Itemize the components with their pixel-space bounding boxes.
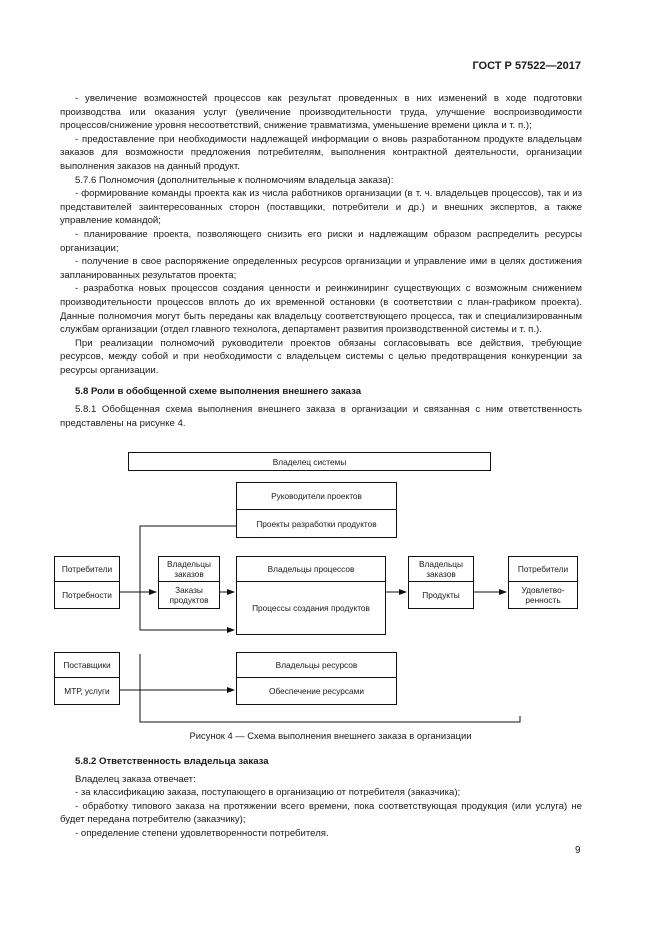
process-owners-label: Владельцы процессов bbox=[267, 564, 355, 574]
consumers-right-box bbox=[508, 556, 578, 609]
order-owners-left-label: Владельцы заказов bbox=[166, 559, 212, 579]
paragraph: При реализации полномочий руководители проектов обязаны согласовывать все действия, требующие ресурсов, между собой и при необходимости с владельцем системы с целью предотвращения конкуренции за ресурсы организации. bbox=[60, 337, 582, 376]
order-owners-left-box bbox=[158, 556, 220, 609]
suppliers-box bbox=[54, 652, 120, 705]
order-owners-right-label: Владельцы заказов bbox=[418, 559, 464, 579]
paragraph: - формирование команды проекта как из числа работников организации (в т. ч. владельцев процессов), так и из представителей заинтересованных сторон (поставщики, потребители и др.) и внешних экспертов, а также управление командой; bbox=[60, 188, 582, 227]
list-item: - определение степени удовлетворенности потребителя. bbox=[75, 827, 329, 839]
consumers-left-box bbox=[54, 556, 120, 609]
process-owners-box bbox=[236, 556, 386, 635]
products-label: Продукты bbox=[409, 581, 473, 608]
supplies-label: МТР, услуги bbox=[55, 677, 119, 704]
project-managers-label: Руководители проектов bbox=[271, 491, 362, 501]
order-owners-right-box bbox=[408, 556, 474, 609]
paragraph: - увеличение возможностей процессов как результат проведенных в них изменений в ходе подготовки производства или оказания услуг (увеличение производительности труда, улучшение воспроизводимости процессов/снижение уровня несоответствий, снижение травматизма, уменьшение времени цикла и т. п.); bbox=[60, 93, 582, 132]
paragraph: - предоставление при необходимости надлежащей информации о вновь разработанном продукте владельцам заказов для возможности предложения потребителям, выполнения контрактной деятельности, организации выполнения заказов на данный продукт. bbox=[60, 133, 582, 172]
consumers-right-label: Потребители bbox=[517, 564, 569, 574]
document-id: ГОСТ Р 57522—2017 bbox=[472, 60, 581, 72]
value-processes-label: Процессы создания продуктов bbox=[237, 581, 385, 634]
paragraph: Владелец заказа отвечает: bbox=[75, 773, 196, 785]
project-managers-box bbox=[236, 482, 397, 538]
paragraph: 5.7.6 Полномочия (дополнительные к полномочиям владельца заказа): bbox=[75, 174, 394, 186]
resource-owners-box bbox=[236, 652, 397, 705]
paragraph: 5.8.1 Обобщенная схема выполнения внешнего заказа в организации и связанная с ним ответственность представлены на рисунке 4. bbox=[60, 404, 582, 429]
section-heading: 5.8.2 Ответственность владельца заказа bbox=[75, 756, 269, 767]
list-item: - за классификацию заказа, поступающего в организацию от потребителя (заказчика); bbox=[75, 787, 461, 799]
paragraph: - получение в свое распоряжение определенных ресурсов организации и управление ими в целях достижения запланированных результатов проекта; bbox=[60, 256, 582, 281]
product-orders-label: Заказы продуктов bbox=[159, 581, 219, 608]
paragraph: - разработка новых процессов создания ценности и реинжиниринг существующих с возможным снижением производительности процессов вплоть до их временной остановки (в соответствии с план-графиком проекта). Данные полномочия могут быть переданы как владельцу соответствующего процесса, так и специализированным службам организации (отдел главного технолога, департамент развития производственной системы и т. п.). bbox=[60, 283, 582, 336]
page-number: 9 bbox=[575, 845, 581, 856]
body-text-top bbox=[60, 92, 582, 430]
section-heading: 5.8 Роли в обобщенной схеме выполнения внешнего заказа bbox=[75, 386, 362, 398]
body-text-bottom bbox=[60, 755, 582, 841]
product-projects-label: Проекты разработки продуктов bbox=[237, 509, 396, 537]
system-owner-box bbox=[128, 452, 491, 471]
system-owner-label: Владелец системы bbox=[272, 456, 347, 467]
needs-label: Потребности bbox=[55, 581, 119, 608]
figure-caption: Рисунок 4 — Схема выполнения внешнего заказа в организации bbox=[189, 730, 472, 741]
satisfaction-label: Удовлетво-ренность bbox=[509, 581, 577, 608]
resource-owners-label: Владельцы ресурсов bbox=[275, 660, 358, 670]
resource-supply-label: Обеспечение ресурсами bbox=[237, 677, 396, 704]
consumers-left-label: Потребители bbox=[61, 564, 113, 574]
figure-4-diagram bbox=[0, 440, 661, 730]
list-item: - обработку типового заказа на протяжении всего времени, пока соответствующая продукция (или услуга) не будет передана потребителю (заказчику); bbox=[60, 800, 582, 826]
suppliers-label: Поставщики bbox=[63, 660, 111, 670]
paragraph: - планирование проекта, позволяющего снизить его риски и надлежащим образом распределить ресурсы организации; bbox=[60, 228, 582, 254]
